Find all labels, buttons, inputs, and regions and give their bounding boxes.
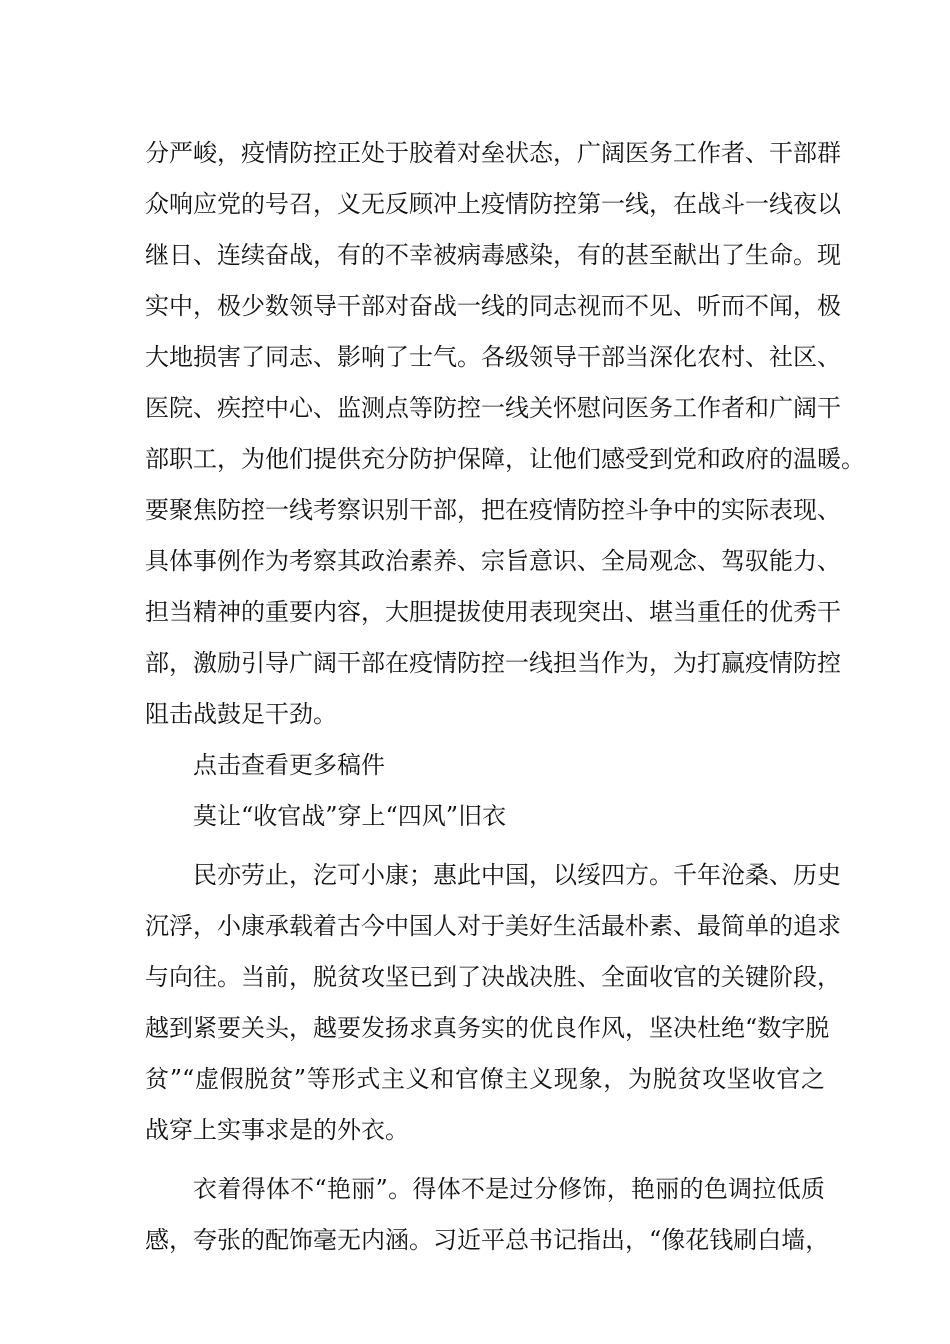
text-line: 担当精神的重要内容，大胆提拔使用表现突出、堪当重任的优秀干 bbox=[145, 598, 841, 626]
text-line: 民亦劳止，汔可小康；惠此中国，以绥四方。千年沧桑、历史 bbox=[193, 861, 841, 889]
text-line: 衣着得体不“艳丽”。得体不是过分修饰，艳丽的色调拉低质 bbox=[193, 1175, 825, 1203]
text-line: 感，夸张的配饰毫无内涵。习近平总书记指出，“像花钱刷白墙， bbox=[145, 1226, 830, 1254]
text-line: 具体事例作为考察其政治素养、宗旨意识、全局观念、驾驭能力、 bbox=[145, 547, 841, 575]
text-line: 沉浮，小康承载着古今中国人对于美好生活最朴素、最简单的追求 bbox=[145, 912, 841, 940]
text-line: 部职工，为他们提供充分防护保障，让他们感受到党和政府的温暖。 bbox=[145, 445, 865, 473]
article-title: 莫让“收官战”穿上“四风”旧衣 bbox=[193, 802, 507, 830]
text-line: 贫”“虚假脱贫”等形式主义和官僚主义现象，为脱贫攻坚收官之 bbox=[145, 1065, 825, 1093]
more-articles-link[interactable]: 点击查看更多稿件 bbox=[193, 751, 385, 779]
text-line: 战穿上实事求是的外衣。 bbox=[145, 1116, 409, 1144]
paragraph-gap bbox=[145, 1156, 825, 1164]
paragraph-3 bbox=[145, 791, 825, 842]
text-line: 继日、连续奋战，有的不幸被病毒感染，有的甚至献出了生命。现 bbox=[145, 241, 841, 269]
text-line: 众响应党的号召，义无反顾冲上疫情防控第一线，在战斗一线夜以 bbox=[145, 190, 841, 218]
paragraph-gap bbox=[145, 842, 825, 850]
paragraph-5 bbox=[145, 1164, 830, 1266]
text-line: 要聚焦防控一线考察识别干部，把在疫情防控斗争中的实际表现、 bbox=[145, 496, 841, 524]
text-line: 分严峻，疫情防控正处于胶着对垒状态，广阔医务工作者、干部群 bbox=[145, 139, 841, 167]
paragraph-4 bbox=[145, 850, 841, 1156]
text-line: 部，激励引导广阔干部在疫情防控一线担当作为，为打赢疫情防控 bbox=[145, 649, 841, 677]
paragraph-2 bbox=[145, 740, 825, 791]
text-line: 大地损害了同志、影响了士气。各级领导干部当深化农村、社区、 bbox=[145, 343, 841, 371]
text-line: 医院、疾控中心、监测点等防控一线关怀慰问医务工作者和广阔干 bbox=[145, 394, 841, 422]
text-line: 与向往。当前，脱贫攻坚已到了决战决胜、全面收官的关键阶段， bbox=[145, 963, 841, 991]
paragraph-1 bbox=[145, 128, 865, 740]
text-line: 越到紧要关头，越要发扬求真务实的优良作风，坚决杜绝“数字脱 bbox=[145, 1014, 830, 1042]
document-body bbox=[145, 128, 865, 1266]
text-line: 阻击战鼓足干劲。 bbox=[145, 700, 337, 728]
text-line: 实中，极少数领导干部对奋战一线的同志视而不见、听而不闻，极 bbox=[145, 292, 841, 320]
